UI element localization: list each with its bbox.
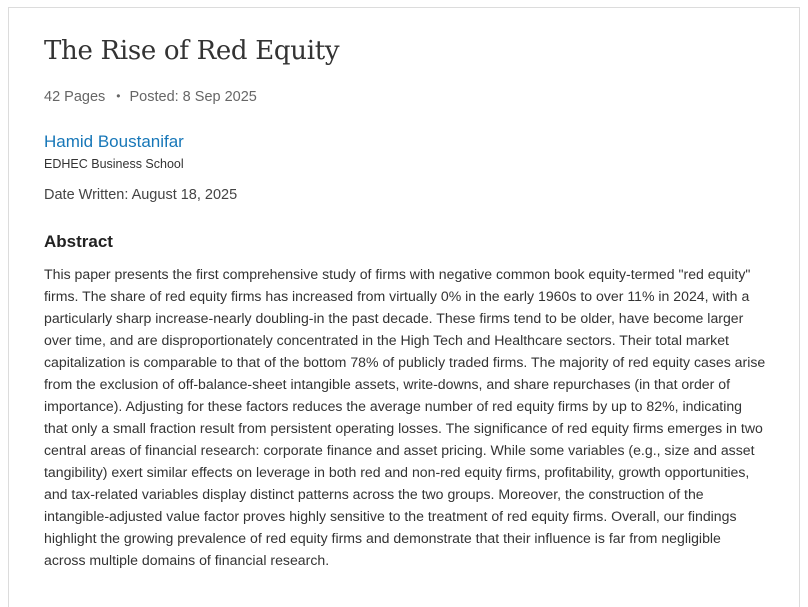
page-count: 42 Pages: [44, 89, 106, 105]
abstract-heading: Abstract: [44, 232, 113, 251]
date-written: Date Written: August 18, 2025: [44, 187, 238, 203]
paper-card: [8, 7, 800, 607]
abstract-text: This paper presents the first comprehensive study of firms with negative common book equity-termed "red equity" firms. The share of red equity firms has increased from virtually 0% in the early 1960s to over 11% in 2024, with a particularly sharp increase-nearly doubling-in the past decade. These firms tend to be older, have become larger over time, and are disproportionately concentrated in the High Tech and Healthcare sectors. Their total market capitalization is comparable to that of the bottom 78% of publicly traded firms. The majority of red equity cases arise from the exclusion of off-balance-sheet intangible assets, write-downs, and share repurchases (in that order of importance). Adjusting for these factors reduces the average number of red equity firms by up to 82%, indicating that only a small fraction result from persistent operating losses. The significance of red equity firms emerges in two central areas of financial research: corporate finance and asset pricing. While some variables (e.g., size and asset tangibility) exert similar effects on leverage in both red and non-red equity firms, profitability, growth opportunities, and tax-related variables display distinct patterns across the two groups. Moreover, the construction of the intangible-adjusted value factor proves highly sensitive to the treatment of red equity firms. Overall, our findings highlight the growing prevalence of red equity firms and demonstrate that their influence is far from negligible across multiple domains of financial research.: [44, 266, 766, 568]
author-link[interactable]: Hamid Boustanifar: [44, 132, 184, 151]
paper-meta: [44, 89, 257, 105]
author-affiliation: EDHEC Business School: [44, 157, 184, 171]
posted-date: Posted: 8 Sep 2025: [129, 89, 257, 105]
paper-title: The Rise of Red Equity: [44, 36, 340, 66]
meta-separator: •: [116, 89, 121, 103]
